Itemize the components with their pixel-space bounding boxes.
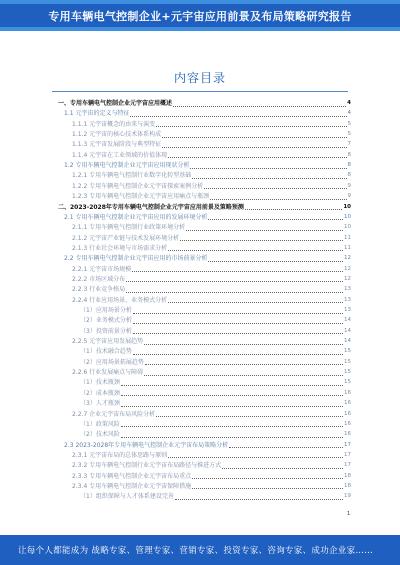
toc-entry-title: 2.2.7 企业元宇宙布局风险分析 [72, 410, 156, 418]
toc-entry[interactable] [80, 378, 351, 387]
toc-leader-dots [208, 256, 343, 262]
toc-entry-page: 9 [347, 193, 351, 200]
toc-entry-title: 2.2.1 元宇宙市场规模 [72, 265, 132, 273]
toc-entry-title: （1）政策风险 [80, 420, 120, 428]
toc-leader-dots [186, 225, 343, 231]
toc-entry-title: （1）应用场景分析 [80, 307, 132, 314]
toc-entry-page: 15 [344, 348, 351, 355]
toc-leader-dots [121, 432, 343, 438]
toc-entry-title: （1）技术瓶颈 [80, 379, 120, 387]
toc-entry-page: 13 [344, 296, 351, 303]
toc-entry[interactable] [72, 482, 351, 491]
toc-entry-page: 18 [344, 482, 351, 489]
toc-leader-dots [156, 121, 346, 127]
toc-entry[interactable] [80, 389, 351, 398]
toc-entry-title: 1.1 元宇宙的定义与特征 [64, 110, 130, 118]
toc-entry-page: 16 [344, 420, 351, 427]
toc-entry-page: 19 [344, 493, 351, 500]
toc-entry-page: 13 [344, 286, 351, 293]
toc-entry-page: 15 [344, 358, 351, 365]
toc-leader-dots [245, 204, 342, 210]
toc-leader-dots [133, 318, 343, 324]
toc-entry-title: 1.1.3 元宇宙发展阶段与典型特征 [72, 141, 162, 149]
toc-leader-dots [145, 359, 343, 365]
toc-entry-page: 8 [347, 172, 351, 179]
toc-title-rule [52, 91, 348, 92]
toc-entry-page: 8 [347, 151, 351, 158]
toc-entry-title: （3）投资前景分析 [80, 327, 132, 335]
toc-entry[interactable] [72, 368, 351, 377]
toc-leader-dots [175, 494, 343, 500]
toc-entry-page: 7 [347, 141, 351, 148]
toc-entry-page: 16 [344, 389, 351, 396]
toc-entry-title: 1.1.1 元宇宙概念的由来与演变 [72, 120, 156, 128]
toc-entry-title: 2.1.2 元宇宙产业链与技术发展环境分析 [72, 234, 180, 242]
toc-entry-page: 12 [344, 275, 351, 282]
toc-entry-title: 2.2.2 市场区域分布 [72, 275, 126, 283]
toc-entry[interactable] [72, 234, 351, 243]
toc-leader-dots [126, 276, 343, 282]
toc-entry-title: 2.2.3 行业竞争格局 [72, 286, 126, 294]
toc-entry-title: 2.2.6 行业发展痛点与障碍 [72, 369, 144, 377]
toc-entry-page: 16 [344, 431, 351, 438]
toc-entry[interactable] [64, 254, 351, 263]
toc-entry-page: 14 [344, 317, 351, 324]
toc-entry-page: 12 [344, 265, 351, 272]
toc-entry-page: 13 [344, 307, 351, 313]
toc-entry[interactable] [64, 161, 351, 170]
toc-entry[interactable] [80, 306, 351, 315]
toc-entry-page: 11 [344, 244, 351, 251]
toc-leader-dots [133, 349, 343, 355]
toc-leader-dots [192, 173, 346, 179]
toc-leader-dots [180, 235, 343, 241]
toc-leader-dots [168, 297, 343, 303]
toc-leader-dots [132, 266, 343, 272]
toc-entry[interactable] [72, 265, 351, 274]
header-stripe [0, 0, 400, 4]
toc-entry[interactable] [72, 472, 351, 481]
toc-leader-dots [156, 411, 343, 417]
toc-entry[interactable] [72, 120, 351, 129]
header-band [0, 0, 400, 31]
toc-entry[interactable] [80, 347, 351, 356]
toc-leader-dots [144, 339, 343, 345]
toc-entry-title: （2）业务模式分析 [80, 317, 132, 325]
toc-leader-dots [192, 483, 343, 489]
toc-leader-dots [168, 452, 343, 458]
toc-leader-dots [162, 132, 346, 138]
toc-entry-title: 2.3.1 元宇宙布局的总体思路与原则 [72, 451, 168, 459]
toc-entry-title: 二、2023-2028年专用车辆电气控制企业元宇宙应用前景及策略预测 [58, 203, 244, 211]
toc-leader-dots [133, 308, 343, 314]
toc-entry-title: 2.2.4 行业应用场景、业务模式分析 [72, 296, 168, 304]
toc-entry-title: 2.3 2023-2028年专用车辆电气控制企业元宇宙布局策略分析 [64, 441, 229, 449]
toc-entry-page: 10 [344, 213, 351, 220]
toc-entry[interactable] [72, 461, 351, 470]
toc-entry[interactable] [72, 140, 351, 149]
toc-entry-title: 2.3.4 专用车辆电气控制企业元宇宙保障措施 [72, 482, 192, 490]
toc-entry[interactable] [72, 171, 351, 180]
toc-entry[interactable] [72, 296, 351, 305]
footer-slogan: 让每个人都能成为 战略专家、管理专家、营销专家、投资专家、咨询专家、成功企业家…… [18, 546, 374, 556]
toc-entry-title: （2）成本瓶颈 [80, 389, 120, 397]
toc-leader-dots [168, 152, 346, 158]
toc-entry[interactable] [72, 285, 351, 294]
toc-entry-title: 2.2.5 元宇宙应用发展趋势 [72, 338, 144, 346]
toc-entry[interactable] [72, 275, 351, 284]
header-stripe [0, 27, 400, 31]
toc-entry[interactable] [64, 441, 351, 450]
toc-leader-dots [173, 101, 346, 107]
toc-entry[interactable] [72, 130, 351, 139]
toc-entry-title: 1.2 专用车辆电气控制企业元宇宙应用现状分析 [64, 162, 190, 170]
toc-entry-page: 16 [344, 410, 351, 417]
toc-entry-page: 14 [344, 327, 351, 334]
toc-entry-page: 17 [344, 451, 351, 458]
toc-entry-page: 5 [347, 131, 351, 138]
toc-entry[interactable] [64, 109, 351, 118]
toc-leader-dots [229, 442, 343, 448]
toc-entry[interactable] [72, 192, 351, 201]
toc-entry-page: 15 [344, 369, 351, 376]
toc-entry[interactable] [58, 99, 351, 108]
toc-entry-title: （2）应用场景拓展趋势 [80, 358, 144, 366]
toc-entry-title: 一、专用车辆电气控制企业元宇宙应用概述 [58, 100, 173, 107]
toc-entry[interactable] [80, 316, 351, 325]
toc-leader-dots [121, 380, 343, 386]
toc-entry-title: 1.2.2 专用车辆电气控制企业元宇宙探索案例分析 [72, 182, 204, 190]
toc-entry-title: 1.2.3 专用车辆电气控制企业元宇宙应用痛点与瓶颈 [72, 193, 210, 201]
toc-leader-dots [190, 163, 346, 169]
toc-entry[interactable] [72, 410, 351, 419]
toc-entry-page: 10 [344, 224, 351, 231]
toc-entry-title: 2.3.3 专用车辆电气控制企业元宇宙布局重点 [72, 472, 192, 480]
toc-entry[interactable] [72, 337, 351, 346]
toc-entry[interactable] [80, 492, 351, 501]
toc-leader-dots [144, 370, 343, 376]
toc-entry-page: 9 [347, 182, 351, 189]
toc-entry[interactable] [72, 223, 351, 232]
toc-title: 内容目录 [173, 71, 226, 85]
toc-entry[interactable] [80, 358, 351, 367]
toc-leader-dots [121, 390, 343, 396]
toc-entry-title: 2.1 专用车辆电气控制企业元宇宙应用的发展环境分析 [64, 213, 208, 221]
toc-leader-dots [204, 183, 346, 189]
toc-entry-title: 2.3.2 专用车辆电气控制行业元宇宙布局路径与推进方式 [72, 462, 222, 470]
toc-leader-dots [192, 473, 343, 479]
toc-entry[interactable] [80, 327, 351, 336]
toc-entry-page: 5 [347, 120, 351, 127]
toc-entry-page: 17 [344, 441, 351, 448]
toc-entry-page: 4 [347, 110, 351, 117]
toc-entry-page: 8 [347, 162, 351, 169]
toc-entry-page: 15 [344, 379, 351, 386]
toc-entry-title: （1）组织保障与人才体系建设完善 [80, 493, 174, 501]
toc-entry-page: 17 [344, 462, 351, 469]
toc-entry[interactable] [72, 151, 351, 160]
toc-entry[interactable] [80, 399, 351, 408]
toc-entry-title: 1.2.1 专用车辆电气控制行业数字化转型基础 [72, 172, 192, 180]
toc-entry-page: 18 [344, 472, 351, 479]
toc-entry[interactable] [80, 430, 351, 439]
toc-entry-title: 2.2 专用车辆电气控制企业元宇宙应用的市场前景分析 [64, 255, 208, 263]
toc-entry[interactable] [72, 182, 351, 191]
toc-leader-dots [126, 287, 343, 293]
toc-leader-dots [210, 194, 346, 200]
toc-entry-page: 11 [344, 234, 351, 241]
footer-band [0, 535, 400, 565]
toc-entry-page: 16 [344, 400, 351, 407]
toc-entry-page: 12 [344, 255, 351, 262]
toc-entry-title: 2.1.3 行业社会环境与市场需求分析 [72, 244, 168, 252]
toc-leader-dots [162, 142, 346, 148]
toc-entry-page: 4 [347, 100, 351, 106]
header-title: 专用车辆电气控制企业+元宇宙应用前景及布局策略研究报告 [48, 10, 352, 23]
toc-entry-title: 2.1.1 专用车辆电气控制行业政策环境分析 [72, 224, 186, 232]
toc-entry-page: 10 [343, 203, 351, 210]
toc-entry-title: 1.1.2 元宇宙的核心技术体系构成 [72, 131, 162, 139]
toc-entry[interactable] [72, 244, 351, 253]
toc-entry[interactable] [80, 420, 351, 429]
toc-entry-title: （3）人才瓶颈 [80, 400, 120, 408]
toc-entry-title: 1.1.4 元宇宙在工业领域的价值体现 [72, 151, 168, 159]
toc-entry-page: 14 [344, 338, 351, 345]
toc-leader-dots [133, 328, 343, 334]
toc-leader-dots [208, 214, 343, 220]
toc-leader-dots [121, 421, 343, 427]
toc-entry-title: （1）技术融合趋势 [80, 348, 132, 356]
toc-entry[interactable] [64, 213, 351, 222]
toc-entry-title: （2）技术风险 [80, 431, 120, 439]
toc-leader-dots [168, 245, 343, 251]
page-mark: 1 [347, 511, 351, 517]
toc-list [0, 99, 400, 519]
toc-leader-dots [222, 463, 343, 469]
toc-entry[interactable] [58, 203, 351, 212]
toc-leader-dots [130, 111, 346, 117]
toc-leader-dots [121, 401, 343, 407]
toc-entry[interactable] [72, 451, 351, 460]
